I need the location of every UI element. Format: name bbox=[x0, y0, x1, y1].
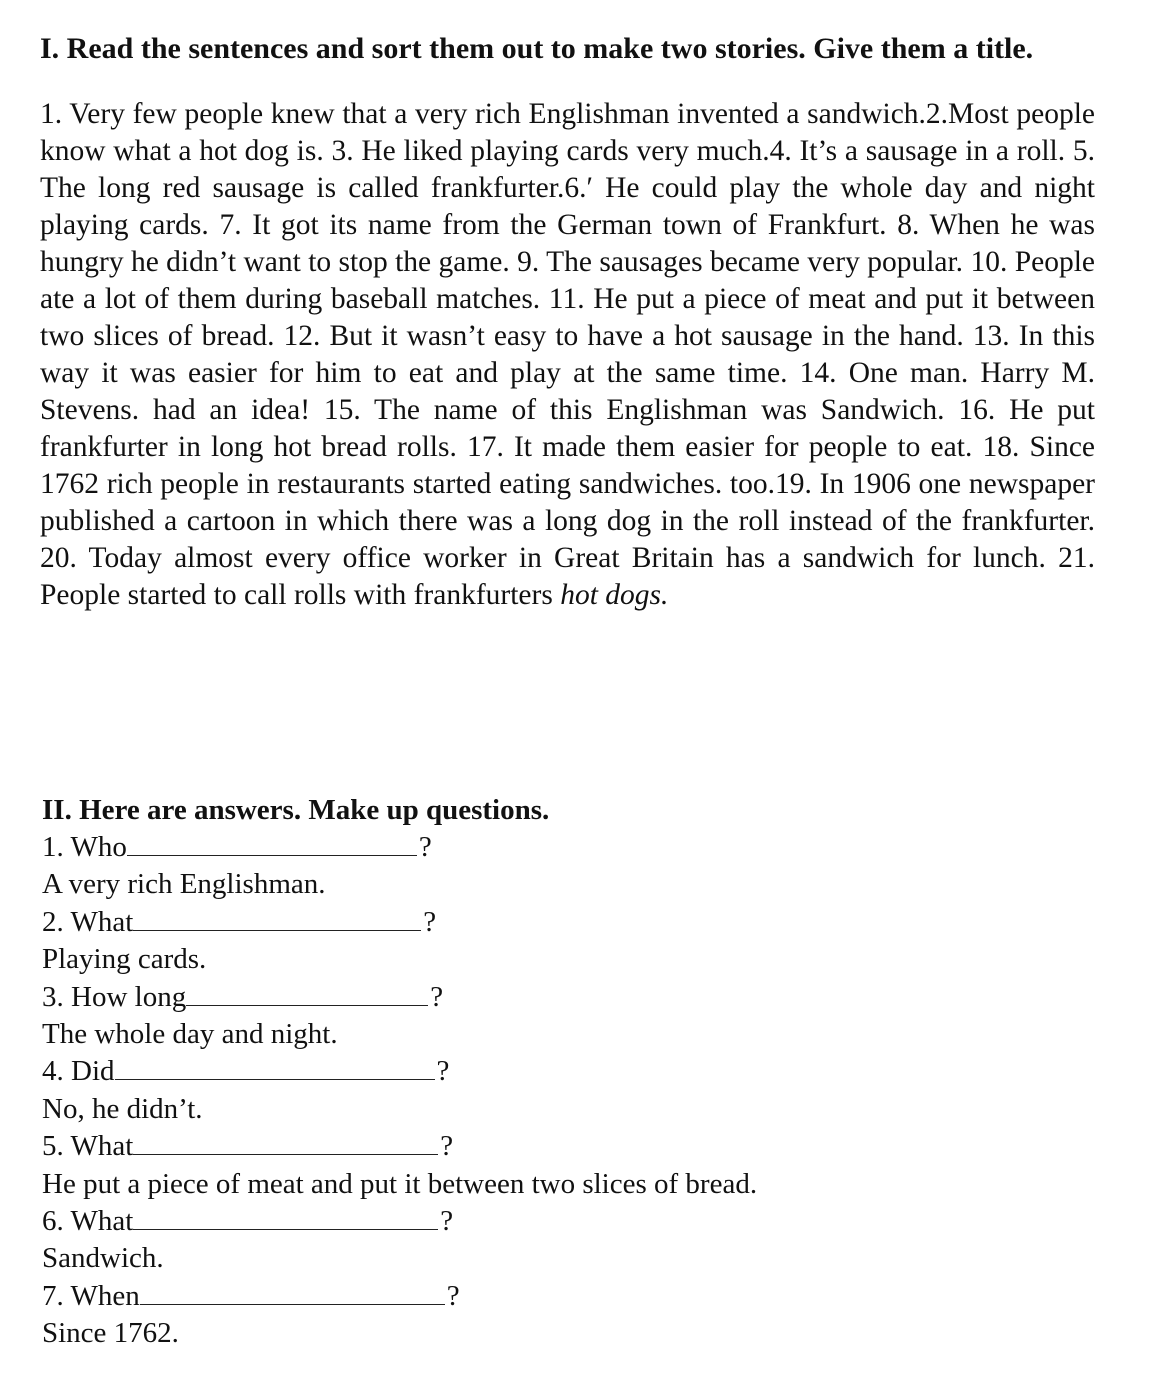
question-mark: ? bbox=[440, 1130, 454, 1163]
question-mark: ? bbox=[440, 1205, 454, 1238]
sentence: 21. People started to call rolls with frankfurters bbox=[40, 542, 1095, 611]
sentence: 16. He put frankfurter in long hot bread rolls. bbox=[40, 394, 1096, 463]
answer-blank[interactable] bbox=[133, 1130, 438, 1155]
sentence: 18. Since 1762 rich people in restaurants started eating sandwiches. too. bbox=[40, 431, 1096, 500]
sentence: 8. When he was hungry he didn’t want to stop the game. bbox=[40, 209, 1095, 278]
question-mark: ? bbox=[436, 1055, 450, 1088]
questions-section bbox=[42, 792, 862, 1353]
qa-item bbox=[42, 904, 862, 979]
question-line bbox=[42, 1278, 862, 1315]
section2-title: II. Here are answers. Make up questions. bbox=[42, 794, 550, 826]
question-line bbox=[42, 904, 862, 941]
answer-line: The whole day and night. bbox=[42, 1018, 338, 1051]
question-line bbox=[42, 829, 862, 866]
answer-line: Playing cards. bbox=[42, 943, 207, 976]
question-prompt: 5. What bbox=[42, 1130, 134, 1163]
sentence: 7. It got its name from the German town of Frankfurt. bbox=[208, 209, 887, 241]
question-line bbox=[42, 1128, 862, 1165]
sentence-passage bbox=[40, 96, 1095, 614]
italic-term: hot dogs. bbox=[560, 579, 669, 611]
question-mark: ? bbox=[446, 1279, 460, 1312]
answer-blank[interactable] bbox=[133, 1205, 438, 1230]
question-mark: ? bbox=[418, 831, 432, 863]
answer-blank[interactable] bbox=[140, 1280, 445, 1305]
qa-item bbox=[42, 979, 862, 1054]
question-mark: ? bbox=[423, 905, 437, 938]
sentence: 17. It made them easier for people to eat. bbox=[456, 431, 973, 463]
qa-item bbox=[42, 1278, 862, 1353]
question-mark: ? bbox=[430, 980, 444, 1013]
question-prompt: 1. Who bbox=[42, 831, 127, 863]
question-prompt: 2. What bbox=[42, 905, 134, 938]
section1-title: I. Read the sentences and sort them out to make two stories. Give them a title. bbox=[40, 32, 1034, 65]
sentence: 12. But it wasn’t easy to have a hot sausage in the hand. bbox=[274, 320, 964, 352]
sentence: 10. People ate a lot of them during baseball matches. bbox=[40, 246, 1095, 315]
question-line bbox=[42, 1053, 862, 1090]
question-prompt: 4. Did bbox=[42, 1055, 115, 1088]
answer-line: No, he didn’t. bbox=[42, 1092, 203, 1125]
qa-item bbox=[42, 1128, 862, 1203]
question-line bbox=[42, 979, 862, 1016]
sentence: 5. The long red sausage is called frankfurter. bbox=[40, 135, 1095, 204]
sentence: 13. In this way it was easier for him to eat and play at the same time. bbox=[40, 320, 1095, 389]
sentence: 9. The sausages became very popular. bbox=[509, 246, 964, 278]
qa-item bbox=[42, 1203, 862, 1278]
answer-line: A very rich Englishman. bbox=[42, 868, 326, 901]
sentence: 14. One man. Harry M. Stevens. had an idea! bbox=[40, 357, 1095, 426]
sentence: 6.′ He could play the whole day and night playing cards. bbox=[40, 172, 1095, 241]
answer-blank[interactable] bbox=[133, 906, 421, 931]
question-prompt: 6. What bbox=[42, 1205, 134, 1238]
sentence: 11. He put a piece of meat and put it between two slices of bread. bbox=[40, 283, 1095, 352]
question-line bbox=[42, 1203, 862, 1240]
answer-blank[interactable] bbox=[127, 831, 417, 856]
sentence: 2.Most people know what a hot dog is. bbox=[40, 98, 1095, 167]
sentence: 3. He liked playing cards very much. bbox=[323, 135, 770, 167]
answer-blank[interactable] bbox=[115, 1055, 435, 1080]
sentence: 1. Very few people knew that a very rich Englishman invented a sandwich. bbox=[40, 98, 926, 130]
sentence: 15. The name of this Englishman was Sandwich. bbox=[310, 394, 945, 426]
question-prompt: 7. When bbox=[42, 1279, 140, 1312]
answer-blank[interactable] bbox=[186, 981, 428, 1006]
answer-line: Sandwich. bbox=[42, 1242, 164, 1275]
worksheet-page bbox=[40, 30, 1095, 614]
sentence: 19. In 1906 one newspaper published a cartoon in which there was a long dog in the roll instead of the frankfurter. bbox=[40, 468, 1095, 537]
sentence: 20. Today almost every office worker in Great Britain has a sandwich for lunch. bbox=[40, 542, 1046, 574]
qa-item bbox=[42, 1053, 862, 1128]
answer-line: Since 1762. bbox=[42, 1317, 179, 1350]
qa-item bbox=[42, 829, 862, 904]
answer-line: He put a piece of meat and put it between two slices of bread. bbox=[42, 1167, 758, 1200]
question-prompt: 3. How long bbox=[42, 980, 187, 1013]
sentence: 4. It’s a sausage in a roll. bbox=[769, 135, 1066, 167]
